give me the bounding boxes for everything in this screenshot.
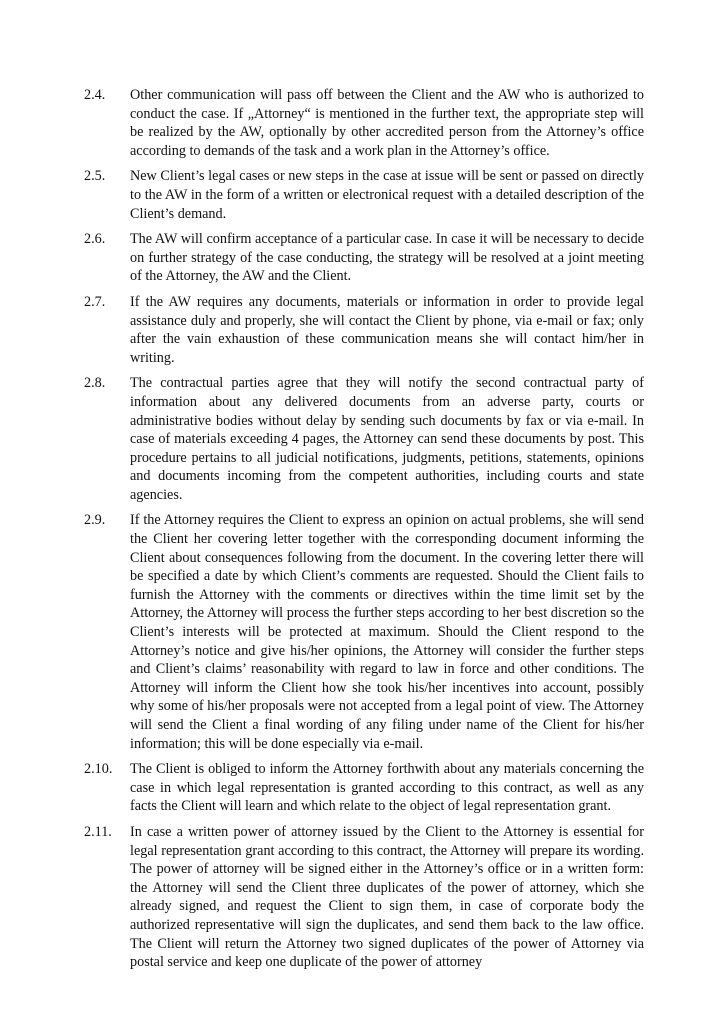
- clause-text: The AW will confirm acceptance of a particular case. In case it will be necessary to decide on further strategy of the case conducting, the strategy will be resolved at a joint meeting of the Attorney, the AW and the Client.: [130, 231, 644, 285]
- clause-2-4: [84, 86, 644, 160]
- clause-number: 2.5.: [84, 168, 106, 185]
- clause-number: 2.7.: [84, 293, 106, 310]
- clause-2-5: [84, 167, 644, 223]
- clause-number: 2.10.: [84, 761, 113, 778]
- clause-text: If the AW requires any documents, materials or information in order to provide legal assistance duly and properly, she will contact the Client by phone, via e-mail or fax; only after the vain exhaustion of these communication means she will contact him/her in writing.: [130, 293, 644, 366]
- clause-text: Other communication will pass off between the Client and the AW who is authorized to conduct the case. If „Attorney“ is mentioned in the further text, the appropriate step will be realized by the AW, optionally by other accredited person from the Attorney’s office according to demands of the task and a work plan in the Attorney’s office.: [130, 87, 644, 159]
- clause-number: 2.9.: [84, 512, 106, 529]
- clause-2-10: [84, 760, 644, 816]
- clause-text: New Client’s legal cases or new steps in the case at issue will be sent or passed on directly to the AW in the form of a written or electronical request with a detailed description of the Client’s demand.: [130, 168, 644, 222]
- clause-2-8: [84, 374, 644, 504]
- clause-number: 2.6.: [84, 231, 106, 248]
- clause-text: If the Attorney requires the Client to express an opinion on actual problems, she will send the Client her covering letter together with the corresponding document informing the Client about consequences following from the document. In the covering letter there will be specified a date by which Client’s comments are requested. Should the Client fails to furnish the Attorney with the comments or directives within the time limit set by the Attorney, the Attorney will process the further steps according to her best discretion so the Client’s interests will be protected at maximum. Should the Client respond to the Attorney’s notice and give his/her opinions, the Attorney will consider the further steps and Client’s claims’ reasonability with regard to law in force and other conditions. The Attorney will inform the Client how she took his/her incentives into account, possibly why some of his/her proposals were not accepted from a legal point of view. The Attorney will send the Client a final wording of any filing under name of the Client for his/her information; this will be done especially via e-mail.: [130, 512, 644, 752]
- clause-text: The Client is obliged to inform the Attorney forthwith about any materials concerning the case in which legal representation is granted according to this contract, as well as any facts the Client will learn and which relate to the object of legal representation grant.: [130, 761, 644, 815]
- clause-2-7: [84, 293, 644, 367]
- clause-2-6: [84, 230, 644, 286]
- clause-number: 2.4.: [84, 87, 106, 103]
- clause-text: In case a written power of attorney issued by the Client to the Attorney is essential for legal representation grant according to this contract, the Attorney will prepare its wording. The power of attorney will be signed either in the Attorney’s office or in a written form: the Attorney will send the Client three duplicates of the power of attorney, which she already signed, and request the Client to sign them, in case of corporate body the authorized representative will sign the duplicates, and send them back to the law office. The Client will return the Attorney two signed duplicates of the power of Attorney via postal service and keep one duplicate of the power of attorney: [130, 823, 644, 971]
- clause-2-9: [84, 511, 644, 753]
- clause-2-11: [84, 823, 644, 972]
- clause-number: 2.11.: [84, 823, 112, 840]
- clause-number: 2.8.: [84, 375, 106, 392]
- clause-text: The contractual parties agree that they will notify the second contractual party of information about any delivered documents from an adverse party, courts or administrative bodies without delay by sending such documents by fax or via e-mail. In case of materials exceeding 4 pages, the Attorney can send these documents by post. This procedure pertains to all judicial notifications, judgments, petitions, statements, opinions and documents incoming from the competent authorities, including courts and state agencies.: [130, 375, 644, 503]
- clause-list: [84, 86, 644, 979]
